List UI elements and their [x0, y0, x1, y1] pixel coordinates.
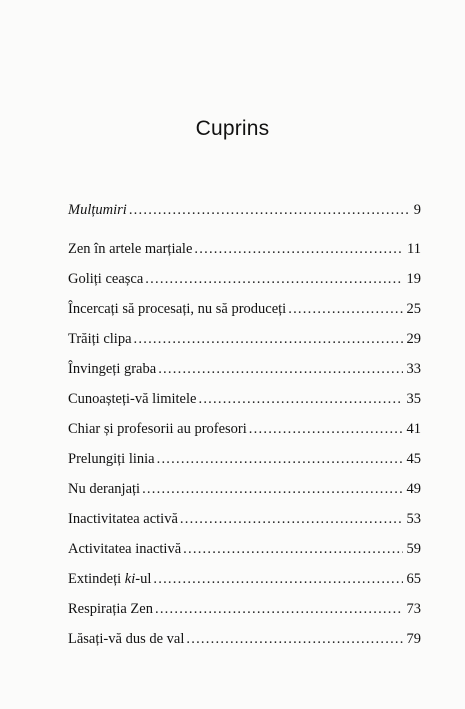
toc-entry-label: Nu deranjați — [68, 481, 141, 497]
toc-entry-label: Inactivitatea activă — [68, 511, 178, 527]
dot-leader — [186, 630, 402, 648]
dot-leader — [158, 360, 402, 378]
toc-entry-label: Prelungiți linia — [68, 451, 155, 467]
toc-entry-page-number: 19 — [406, 271, 421, 287]
toc-entry-page-number: 49 — [406, 481, 421, 497]
toc-entry-label-italic-part: ki — [124, 571, 136, 587]
toc-entry-page-number: 79 — [406, 631, 421, 647]
toc-entry — [68, 450, 421, 480]
toc-entry-label: Învingeți graba — [68, 361, 157, 377]
toc-entry-label: Activitatea inactivă — [68, 541, 182, 557]
toc-entry-label: Trăiți clipa — [68, 331, 132, 347]
dot-leader — [129, 201, 410, 219]
toc-entry-label: Goliți ceașca — [68, 271, 144, 287]
toc-entry — [68, 330, 421, 360]
toc-entry-label: Lăsați-vă dus de val — [68, 631, 185, 647]
toc-entry-label: Zen în artele marțiale — [68, 241, 193, 257]
dot-leader — [180, 510, 403, 528]
toc-entry-page-number: 11 — [407, 241, 421, 257]
toc-entry — [68, 300, 421, 330]
toc-entry — [68, 480, 421, 510]
toc-entry — [68, 630, 421, 660]
toc-entry — [68, 540, 421, 570]
toc-entry — [68, 270, 421, 300]
dot-leader — [194, 240, 403, 258]
toc-entry — [68, 420, 421, 450]
dot-leader — [142, 480, 402, 498]
toc-entry — [68, 240, 421, 270]
toc-entry — [68, 360, 421, 390]
toc-entry-page-number: 29 — [406, 331, 421, 347]
toc-entry — [68, 600, 421, 630]
dot-leader — [198, 390, 402, 408]
dot-leader — [145, 270, 402, 288]
toc-entry — [68, 510, 421, 540]
dot-leader — [249, 420, 403, 438]
toc-entry-page-number: 9 — [413, 202, 421, 218]
dot-leader — [157, 450, 403, 468]
toc-entry-acknowledgements — [68, 201, 421, 231]
toc-entry-page-number: 35 — [406, 391, 421, 407]
toc-entry-page-number: 45 — [406, 451, 421, 467]
toc-entry-label: Chiar și profesorii au profesori — [68, 421, 247, 437]
dot-leader — [155, 600, 403, 618]
toc-entry-label-part: -ul — [135, 571, 152, 587]
toc-entry-page-number: 73 — [406, 601, 421, 617]
dot-leader — [288, 300, 402, 318]
dot-leader — [134, 330, 403, 348]
toc-entry-label: Cunoașteți-vă limitele — [68, 391, 197, 407]
toc-entry-page-number: 65 — [406, 571, 421, 587]
toc-entry-page-number: 33 — [406, 361, 421, 377]
toc-entry-label: Încercați să procesați, nu să produceți — [68, 301, 287, 317]
toc-entry — [68, 570, 421, 600]
toc-entry-label — [68, 570, 151, 588]
toc-front-matter — [68, 201, 421, 231]
toc-chapter-list — [68, 240, 421, 660]
toc-entry — [68, 390, 421, 420]
toc-entry-page-number: 53 — [406, 511, 421, 527]
toc-entry-page-number: 41 — [406, 421, 421, 437]
toc-entry-label-part: Extindeți — [68, 571, 125, 587]
toc-entry-label: Respirația Zen — [68, 601, 153, 617]
toc-entry-page-number: 59 — [406, 541, 421, 557]
toc-entry-label: Mulțumiri — [68, 202, 127, 218]
dot-leader — [153, 570, 402, 588]
toc-entry-page-number: 25 — [406, 301, 421, 317]
dot-leader — [183, 540, 402, 558]
page-title: Cuprins — [195, 117, 270, 140]
